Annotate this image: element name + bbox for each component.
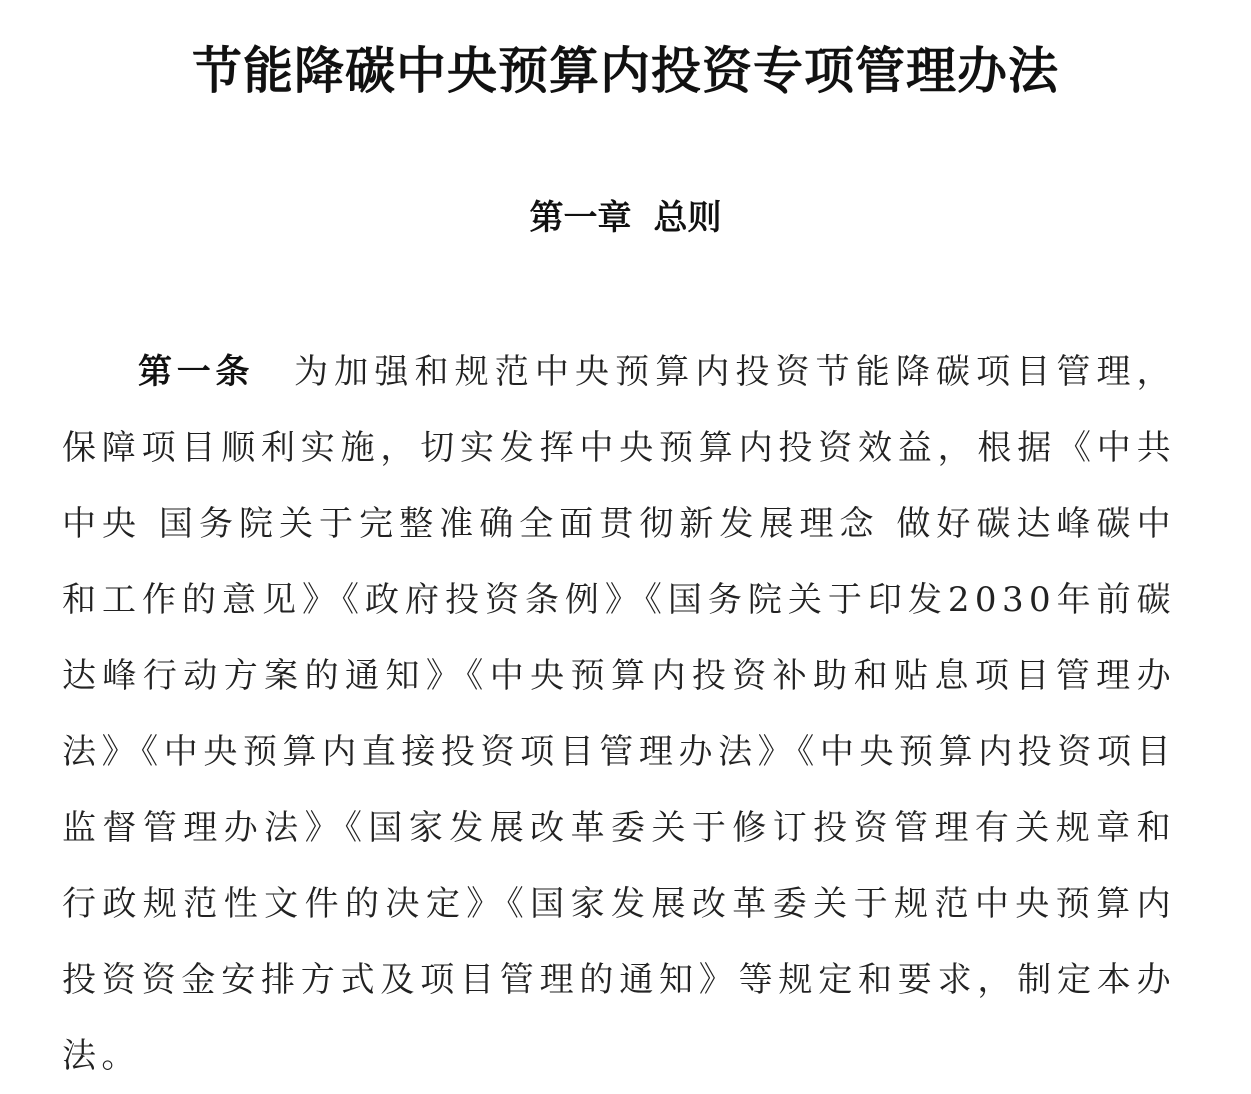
article-text: 为加强和规范中央预算内投资节能降碳项目管理，保障项目顺利实施，切实发挥中央预算内投资效益，根据《中共中央 国务院关于完整准确全面贯彻新发展理念 做好碳达峰碳中和工作的意见》《政府投资条例》《国务院关于印发2030年前碳达峰行动方案的通知》《中央预算内投资补助和贴息项目管理办法》《中央预算内直接投资项目管理办法》《中央预算内投资项目监督管理办法》《国家发展改革委关于修订投资管理有关规章和行政规范性文件的决定》《国家发展改革委关于规范中央预算内投资资金安排方式及项目管理的通知》等规定和要求，制定本办法。 — [62, 352, 1176, 1076]
article-paragraph — [62, 334, 1176, 1094]
chapter-heading — [0, 194, 1251, 242]
article-label: 第一条 — [138, 352, 255, 392]
chapter-number: 第一章 — [529, 198, 632, 238]
document-title: 节能降碳中央预算内投资专项管理办法 — [192, 42, 1059, 100]
chapter-name: 总则 — [653, 198, 722, 238]
